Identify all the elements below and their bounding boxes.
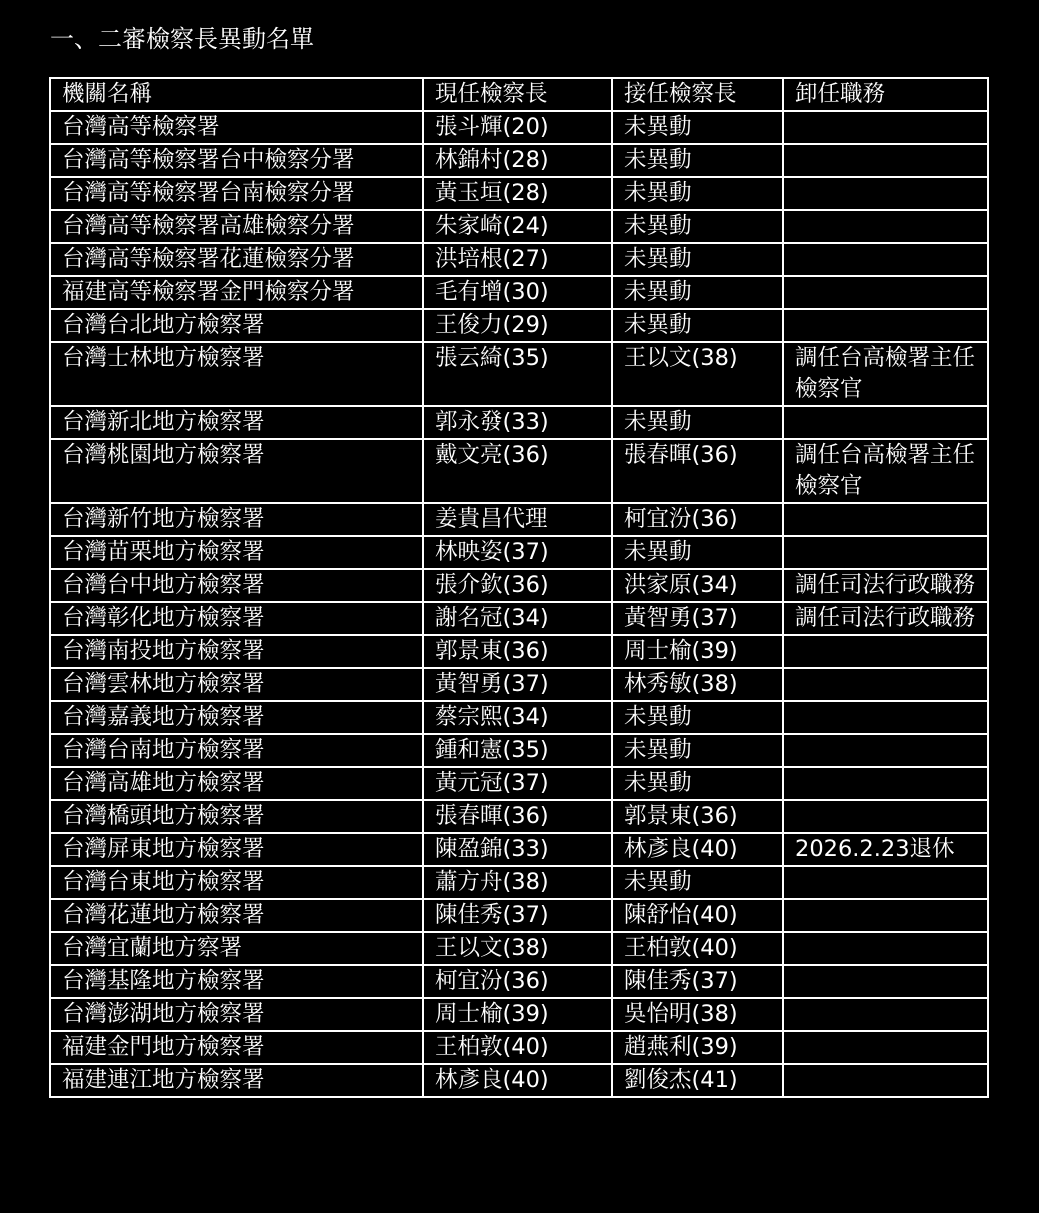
table-row <box>50 276 988 309</box>
header-outgoing-post: 卸任職務 <box>783 78 988 111</box>
current-chief-cell: 張云綺(35) <box>423 342 612 406</box>
successor-chief-cell: 未異動 <box>612 144 783 177</box>
current-chief-cell: 王俊力(29) <box>423 309 612 342</box>
successor-chief-cell: 張春暉(36) <box>612 439 783 503</box>
agency-cell: 福建金門地方檢察署 <box>50 1031 423 1064</box>
outgoing-post-cell <box>783 276 988 309</box>
current-chief-cell: 張斗輝(20) <box>423 111 612 144</box>
agency-cell: 台灣台東地方檢察署 <box>50 866 423 899</box>
table-row <box>50 177 988 210</box>
current-chief-cell: 林錦村(28) <box>423 144 612 177</box>
agency-cell: 台灣高等檢察署台中檢察分署 <box>50 144 423 177</box>
outgoing-post-cell <box>783 243 988 276</box>
agency-cell: 福建連江地方檢察署 <box>50 1064 423 1097</box>
table-row <box>50 734 988 767</box>
successor-chief-cell: 未異動 <box>612 734 783 767</box>
outgoing-post-cell <box>783 932 988 965</box>
agency-cell: 台灣高雄地方檢察署 <box>50 767 423 800</box>
agency-cell: 台灣高等檢察署 <box>50 111 423 144</box>
current-chief-cell: 鍾和憲(35) <box>423 734 612 767</box>
table-row <box>50 602 988 635</box>
successor-chief-cell: 未異動 <box>612 701 783 734</box>
header-agency: 機關名稱 <box>50 78 423 111</box>
table-row <box>50 406 988 439</box>
successor-chief-cell: 未異動 <box>612 111 783 144</box>
current-chief-cell: 陳盈錦(33) <box>423 833 612 866</box>
outgoing-post-cell <box>783 144 988 177</box>
agency-cell: 台灣高等檢察署高雄檢察分署 <box>50 210 423 243</box>
current-chief-cell: 蕭方舟(38) <box>423 866 612 899</box>
successor-chief-cell: 周士榆(39) <box>612 635 783 668</box>
current-chief-cell: 王柏敦(40) <box>423 1031 612 1064</box>
outgoing-post-cell <box>783 635 988 668</box>
current-chief-cell: 黃元冠(37) <box>423 767 612 800</box>
current-chief-cell: 姜貴昌代理 <box>423 503 612 536</box>
table-row <box>50 635 988 668</box>
agency-cell: 台灣桃園地方檢察署 <box>50 439 423 503</box>
outgoing-post-cell <box>783 866 988 899</box>
current-chief-cell: 朱家崎(24) <box>423 210 612 243</box>
table-row <box>50 701 988 734</box>
successor-chief-cell: 洪家原(34) <box>612 569 783 602</box>
successor-chief-cell: 吳怡明(38) <box>612 998 783 1031</box>
outgoing-post-cell: 調任台高檢署主任檢察官 <box>783 342 988 406</box>
successor-chief-cell: 林秀敏(38) <box>612 668 783 701</box>
current-chief-cell: 洪培根(27) <box>423 243 612 276</box>
outgoing-post-cell: 調任司法行政職務 <box>783 569 988 602</box>
table-row <box>50 210 988 243</box>
successor-chief-cell: 陳佳秀(37) <box>612 965 783 998</box>
agency-cell: 台灣新竹地方檢察署 <box>50 503 423 536</box>
table-row <box>50 243 988 276</box>
successor-chief-cell: 未異動 <box>612 536 783 569</box>
successor-chief-cell: 未異動 <box>612 276 783 309</box>
outgoing-post-cell <box>783 503 988 536</box>
agency-cell: 台灣台北地方檢察署 <box>50 309 423 342</box>
agency-cell: 台灣雲林地方檢察署 <box>50 668 423 701</box>
outgoing-post-cell <box>783 536 988 569</box>
agency-cell: 台灣彰化地方檢察署 <box>50 602 423 635</box>
table-row <box>50 111 988 144</box>
current-chief-cell: 黃智勇(37) <box>423 668 612 701</box>
outgoing-post-cell <box>783 1064 988 1097</box>
agency-cell: 台灣基隆地方檢察署 <box>50 965 423 998</box>
table-row <box>50 668 988 701</box>
outgoing-post-cell <box>783 177 988 210</box>
successor-chief-cell: 未異動 <box>612 243 783 276</box>
outgoing-post-cell <box>783 701 988 734</box>
successor-chief-cell: 趙燕利(39) <box>612 1031 783 1064</box>
successor-chief-cell: 王柏敦(40) <box>612 932 783 965</box>
agency-cell: 台灣高等檢察署花蓮檢察分署 <box>50 243 423 276</box>
table-row <box>50 342 988 406</box>
agency-cell: 台灣苗栗地方檢察署 <box>50 536 423 569</box>
agency-cell: 台灣屏東地方檢察署 <box>50 833 423 866</box>
successor-chief-cell: 未異動 <box>612 767 783 800</box>
table-row <box>50 144 988 177</box>
agency-cell: 台灣嘉義地方檢察署 <box>50 701 423 734</box>
current-chief-cell: 戴文亮(36) <box>423 439 612 503</box>
outgoing-post-cell <box>783 899 988 932</box>
current-chief-cell: 張春暉(36) <box>423 800 612 833</box>
successor-chief-cell: 未異動 <box>612 406 783 439</box>
outgoing-post-cell: 調任司法行政職務 <box>783 602 988 635</box>
outgoing-post-cell <box>783 668 988 701</box>
successor-chief-cell: 未異動 <box>612 210 783 243</box>
table-row <box>50 1031 988 1064</box>
current-chief-cell: 黃玉垣(28) <box>423 177 612 210</box>
table-row <box>50 767 988 800</box>
current-chief-cell: 王以文(38) <box>423 932 612 965</box>
current-chief-cell: 毛有增(30) <box>423 276 612 309</box>
successor-chief-cell: 劉俊杰(41) <box>612 1064 783 1097</box>
agency-cell: 台灣台中地方檢察署 <box>50 569 423 602</box>
outgoing-post-cell <box>783 1031 988 1064</box>
table-row <box>50 998 988 1031</box>
agency-cell: 台灣宜蘭地方察署 <box>50 932 423 965</box>
current-chief-cell: 柯宜汾(36) <box>423 965 612 998</box>
table-row <box>50 1064 988 1097</box>
outgoing-post-cell <box>783 210 988 243</box>
table-row <box>50 439 988 503</box>
successor-chief-cell: 王以文(38) <box>612 342 783 406</box>
prosecutor-roster-table <box>49 77 989 1098</box>
agency-cell: 台灣士林地方檢察署 <box>50 342 423 406</box>
successor-chief-cell: 未異動 <box>612 309 783 342</box>
successor-chief-cell: 林彥良(40) <box>612 833 783 866</box>
outgoing-post-cell <box>783 111 988 144</box>
outgoing-post-cell <box>783 406 988 439</box>
agency-cell: 台灣新北地方檢察署 <box>50 406 423 439</box>
current-chief-cell: 周士榆(39) <box>423 998 612 1031</box>
agency-cell: 台灣花蓮地方檢察署 <box>50 899 423 932</box>
current-chief-cell: 林彥良(40) <box>423 1064 612 1097</box>
table-row <box>50 899 988 932</box>
successor-chief-cell: 陳舒怡(40) <box>612 899 783 932</box>
current-chief-cell: 林映姿(37) <box>423 536 612 569</box>
table-row <box>50 309 988 342</box>
successor-chief-cell: 黃智勇(37) <box>612 602 783 635</box>
table-row <box>50 965 988 998</box>
agency-cell: 福建高等檢察署金門檢察分署 <box>50 276 423 309</box>
table-row <box>50 833 988 866</box>
current-chief-cell: 陳佳秀(37) <box>423 899 612 932</box>
outgoing-post-cell <box>783 767 988 800</box>
current-chief-cell: 謝名冠(34) <box>423 602 612 635</box>
outgoing-post-cell <box>783 998 988 1031</box>
table-row <box>50 932 988 965</box>
table-body <box>50 111 988 1097</box>
table-row <box>50 503 988 536</box>
current-chief-cell: 郭永發(33) <box>423 406 612 439</box>
successor-chief-cell: 未異動 <box>612 866 783 899</box>
agency-cell: 台灣澎湖地方檢察署 <box>50 998 423 1031</box>
table-row <box>50 569 988 602</box>
current-chief-cell: 郭景東(36) <box>423 635 612 668</box>
table-row <box>50 800 988 833</box>
outgoing-post-cell <box>783 800 988 833</box>
agency-cell: 台灣橋頭地方檢察署 <box>50 800 423 833</box>
current-chief-cell: 蔡宗熙(34) <box>423 701 612 734</box>
outgoing-post-cell <box>783 965 988 998</box>
successor-chief-cell: 柯宜汾(36) <box>612 503 783 536</box>
outgoing-post-cell <box>783 734 988 767</box>
agency-cell: 台灣高等檢察署台南檢察分署 <box>50 177 423 210</box>
header-successor-chief: 接任檢察長 <box>612 78 783 111</box>
successor-chief-cell: 郭景東(36) <box>612 800 783 833</box>
table-row <box>50 536 988 569</box>
outgoing-post-cell <box>783 309 988 342</box>
successor-chief-cell: 未異動 <box>612 177 783 210</box>
table-row <box>50 866 988 899</box>
outgoing-post-cell: 調任台高檢署主任檢察官 <box>783 439 988 503</box>
header-current-chief: 現任檢察長 <box>423 78 612 111</box>
outgoing-post-cell: 2026.2.23退休 <box>783 833 988 866</box>
agency-cell: 台灣台南地方檢察署 <box>50 734 423 767</box>
current-chief-cell: 張介欽(36) <box>423 569 612 602</box>
agency-cell: 台灣南投地方檢察署 <box>50 635 423 668</box>
table-header-row <box>50 78 988 111</box>
page-title: 一、二審檢察長異動名單 <box>50 25 314 53</box>
